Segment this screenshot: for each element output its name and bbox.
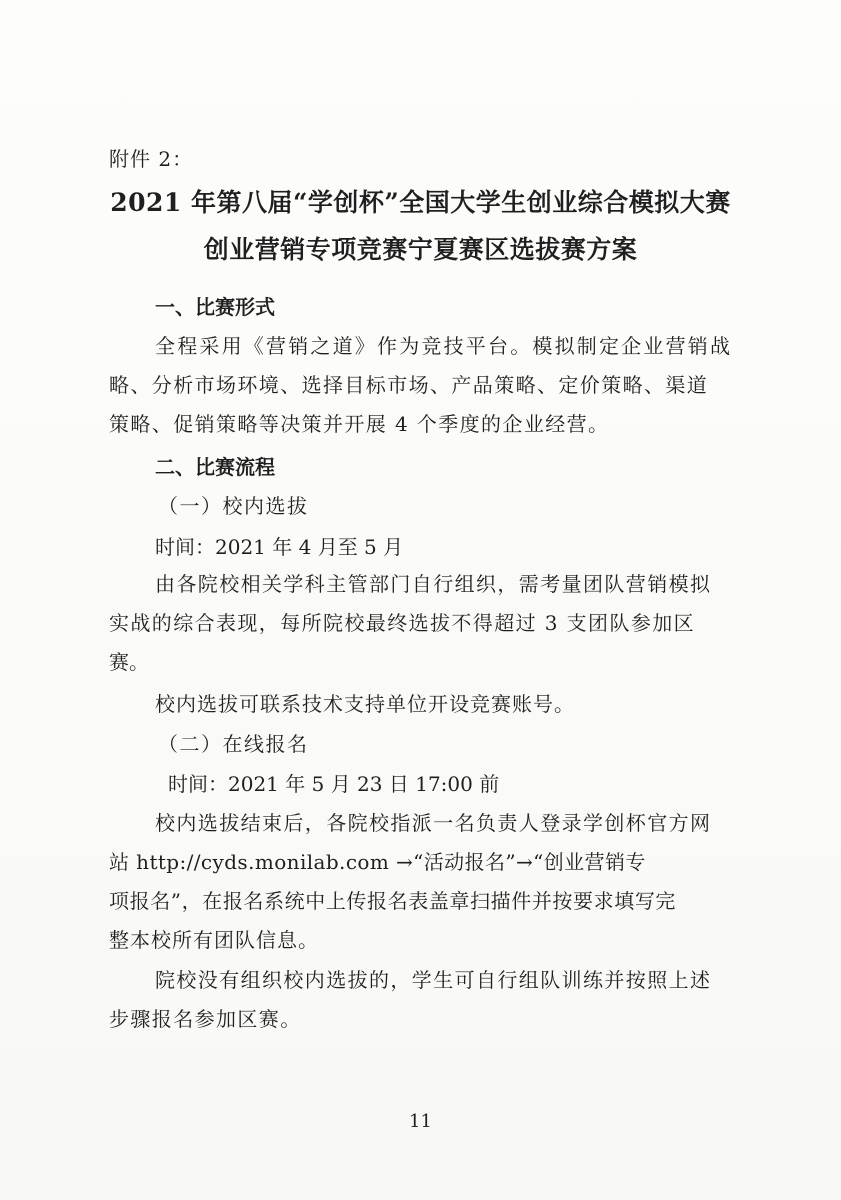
subsection-2-paragraph-line: 站 http://cyds.monilab.com →“活动报名”→“创业营销专 — [109, 850, 646, 874]
subsection-1-paragraph-line: 赛。 — [109, 650, 149, 674]
subsection-1-paragraph-line: 实战的综合表现，每所院校最终选拔不得超过 3 支团队参加区 — [109, 611, 696, 635]
subsection-1-heading: （一）校内选拔 — [158, 494, 309, 518]
document-title-line-2: 创业营销专项竞赛宁夏赛区选拔赛方案 — [203, 235, 638, 264]
document-title-line-1: 2021 年第八届“学创杯”全国大学生创业综合模拟大赛 — [110, 188, 731, 217]
subsection-2-paragraph-2-line: 步骤报名参加区赛。 — [109, 1007, 302, 1031]
subsection-2-paragraph-line: 整本校所有团队信息。 — [109, 928, 319, 952]
subsection-1-time: 时间：2021 年 4 月至 5 月 — [155, 535, 404, 559]
subsection-2-time: 时间：2021 年 5 月 23 日 17:00 前 — [168, 772, 500, 796]
section-1-paragraph-line: 策略、促销策略等决策并开展 4 个季度的企业经营。 — [109, 412, 610, 436]
subsection-2-paragraph-2-line: 院校没有组织校内选拔的，学生可自行组队训练并按照上述 — [155, 968, 712, 992]
page-number: 11 — [409, 1111, 432, 1132]
subsection-2-paragraph-line: 项报名”，在报名系统中上传报名表盖章扫描件并按要求填写完 — [109, 889, 677, 913]
subsection-1-paragraph-line: 由各院校相关学科主管部门自行组织，需考量团队营销模拟 — [155, 572, 712, 596]
subsection-2-paragraph-line: 校内选拔结束后，各院校指派一名负责人登录学创杯官方网 — [155, 811, 712, 835]
attachment-label: 附件 2： — [109, 147, 194, 171]
subsection-1-note: 校内选拔可联系技术支持单位开设竞赛账号。 — [155, 692, 575, 716]
section-1-paragraph-line: 略、分析市场环境、选择目标市场、产品策略、定价策略、渠道 — [109, 373, 709, 397]
section-1-heading: 一、比赛形式 — [155, 295, 275, 319]
section-2-heading: 二、比赛流程 — [155, 455, 275, 479]
subsection-2-heading: （二）在线报名 — [158, 732, 309, 756]
section-1-paragraph-line: 全程采用《营销之道》作为竞技平台。模拟制定企业营销战 — [155, 334, 733, 358]
